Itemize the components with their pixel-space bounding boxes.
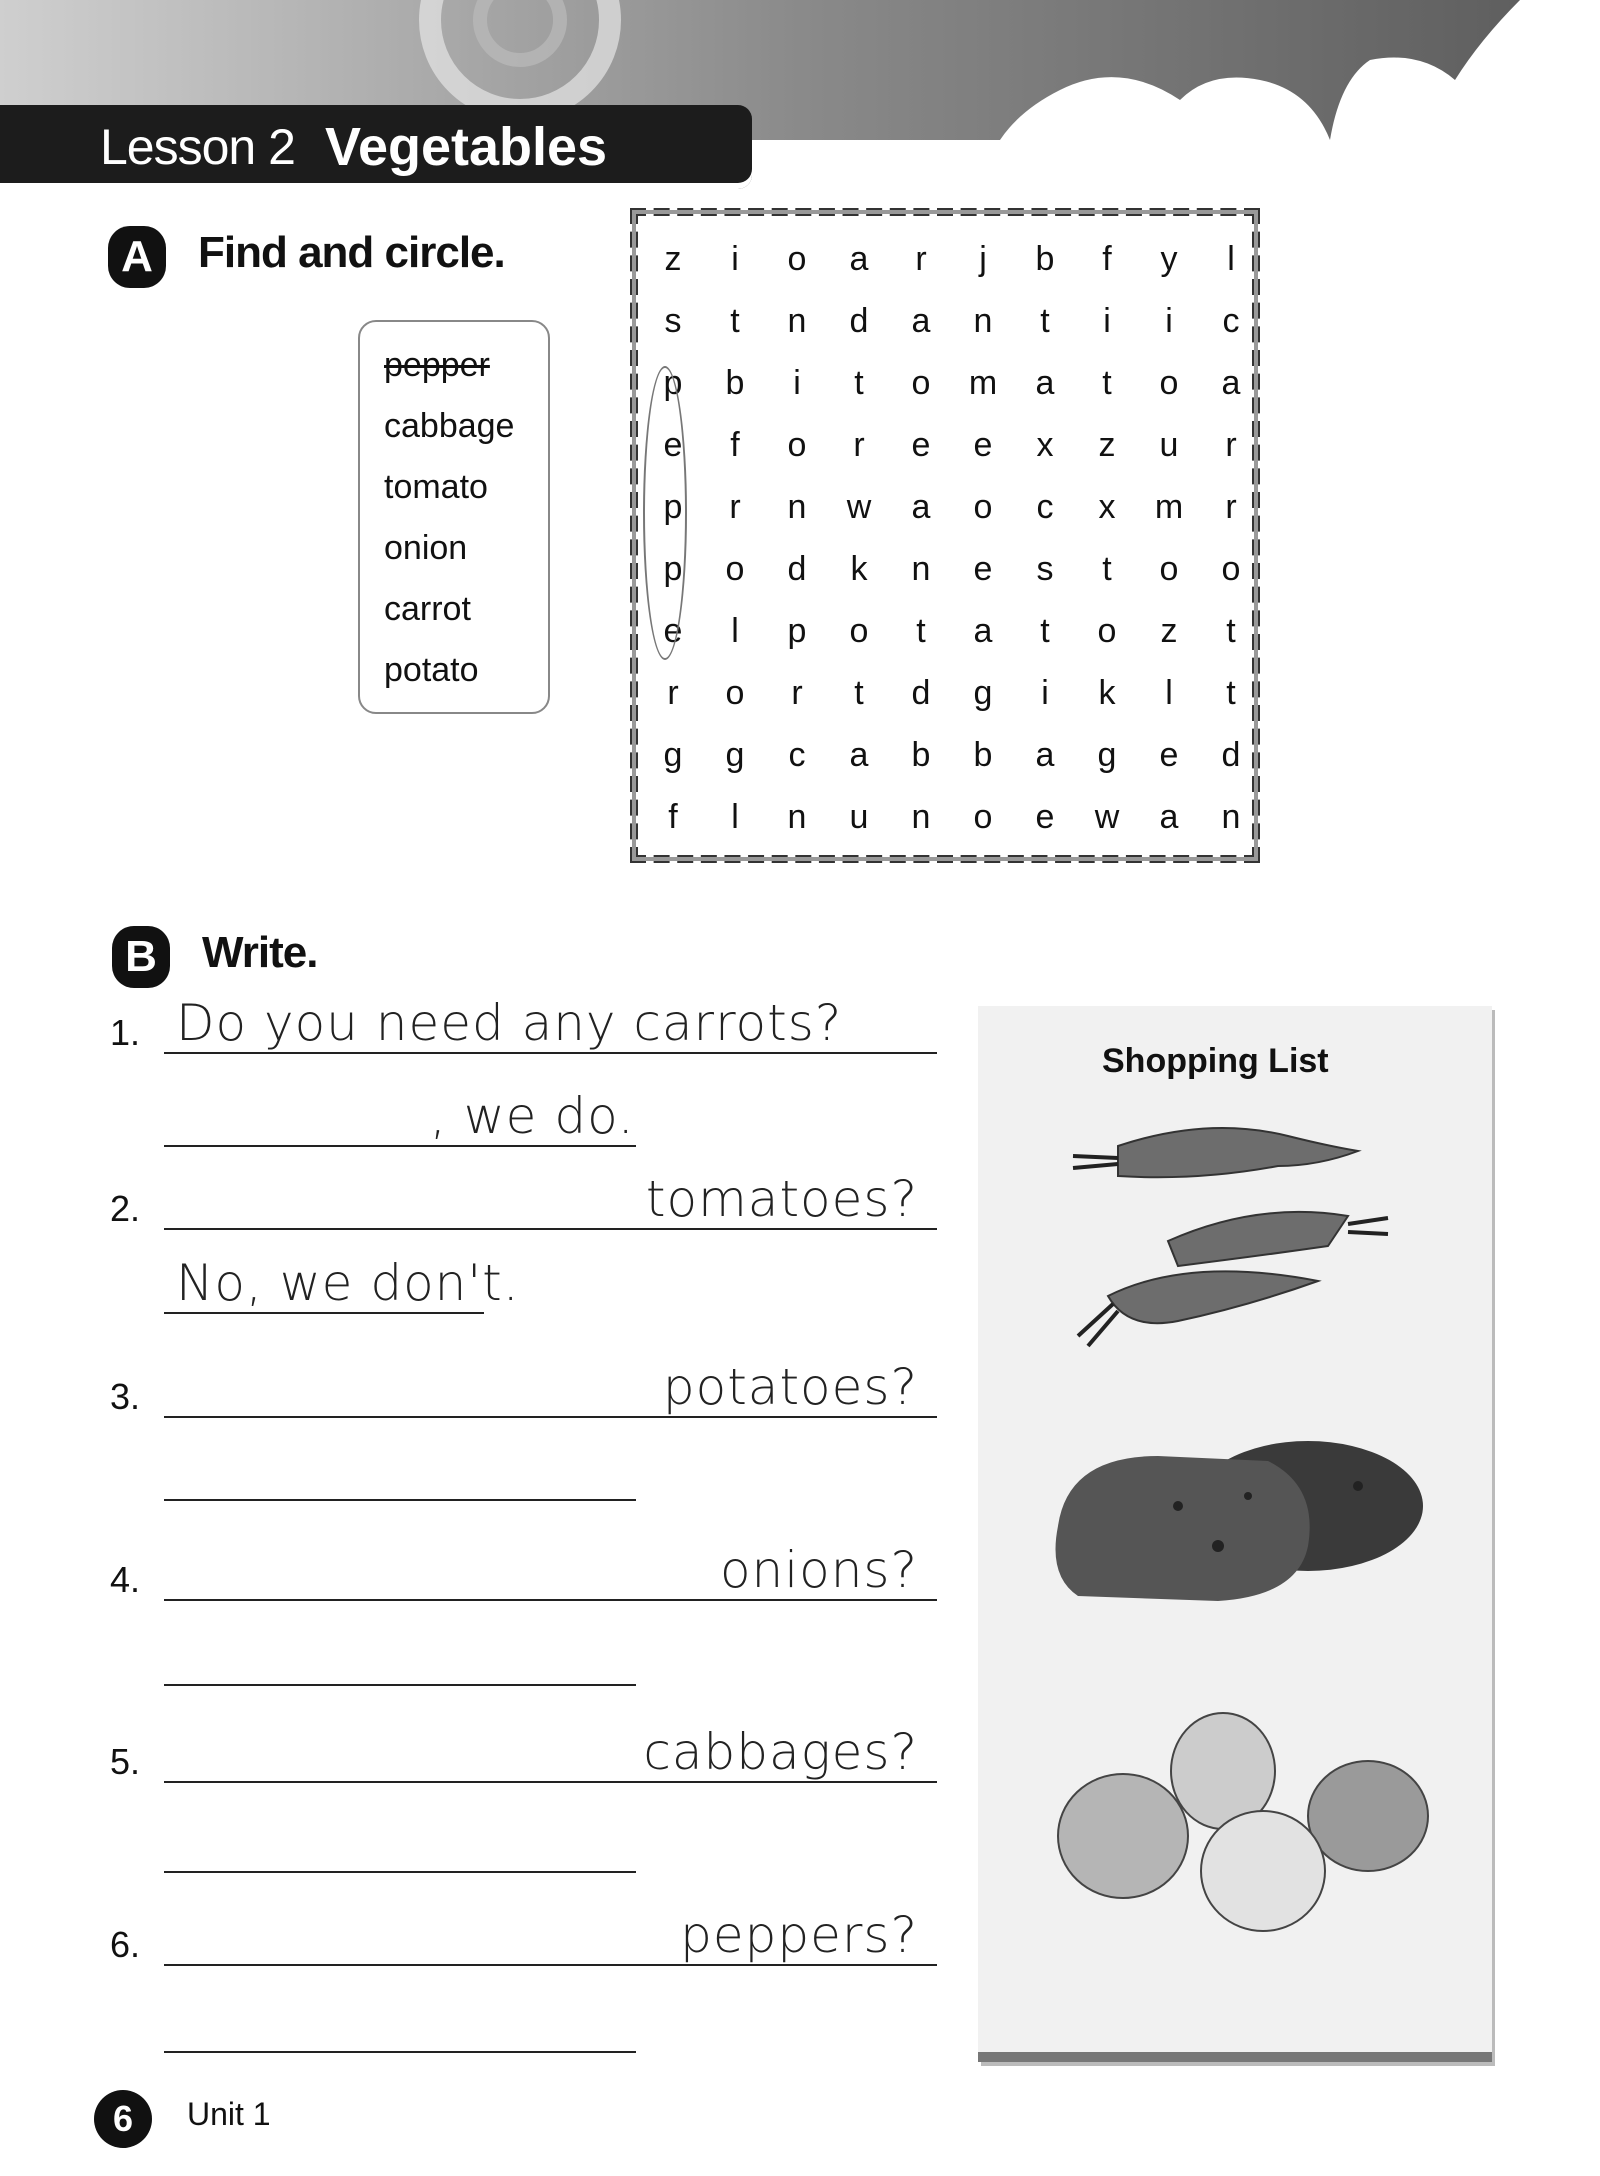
- word-bank-item: tomato: [384, 468, 488, 506]
- question-text: cabbages?: [643, 1723, 918, 1781]
- grid-letter[interactable]: o: [973, 488, 993, 526]
- grid-letter[interactable]: z: [1098, 426, 1116, 464]
- grid-letter[interactable]: r: [1225, 426, 1237, 464]
- grid-letter[interactable]: i: [1103, 302, 1111, 340]
- answer-line[interactable]: [164, 2051, 636, 2053]
- grid-letter[interactable]: t: [1040, 612, 1050, 650]
- grid-letter[interactable]: t: [1102, 550, 1112, 588]
- question-line[interactable]: [164, 1781, 937, 1783]
- grid-letter[interactable]: r: [667, 674, 679, 712]
- grid-letter[interactable]: s: [664, 302, 682, 340]
- grid-letter[interactable]: e: [1159, 736, 1179, 774]
- grid-letter[interactable]: a: [1035, 736, 1055, 774]
- grid-letter[interactable]: x: [1036, 426, 1054, 464]
- grid-letter[interactable]: o: [787, 426, 807, 464]
- grid-letter[interactable]: t: [1040, 302, 1050, 340]
- question-line[interactable]: [164, 1228, 937, 1230]
- grid-letter[interactable]: a: [849, 240, 869, 278]
- answer-line[interactable]: [164, 1871, 636, 1873]
- grid-letter[interactable]: o: [849, 612, 869, 650]
- grid-letter[interactable]: b: [725, 364, 745, 402]
- grid-letter[interactable]: e: [973, 426, 993, 464]
- question-line[interactable]: [164, 1599, 937, 1601]
- grid-letter[interactable]: i: [1041, 674, 1049, 712]
- grid-letter[interactable]: n: [973, 302, 993, 340]
- lesson-title: Vegetables: [324, 117, 608, 177]
- grid-letter[interactable]: n: [1221, 798, 1241, 836]
- grid-letter[interactable]: z: [664, 240, 682, 278]
- word-bank-item: carrot: [384, 590, 471, 628]
- grid-letter[interactable]: d: [849, 302, 869, 340]
- carrots-image: [1058, 1106, 1398, 1366]
- grid-letter[interactable]: t: [1102, 364, 1112, 402]
- grid-letter[interactable]: c: [788, 736, 806, 774]
- section-b-badge: B: [112, 926, 170, 988]
- grid-letter[interactable]: o: [787, 240, 807, 278]
- grid-letter[interactable]: e: [1035, 798, 1055, 836]
- grid-letter[interactable]: n: [911, 798, 931, 836]
- grid-letter[interactable]: r: [853, 426, 865, 464]
- grid-letter[interactable]: r: [915, 240, 927, 278]
- shopping-list-panel: [978, 1006, 1492, 2062]
- question-text: Do you need any carrots?: [176, 994, 843, 1052]
- question-line[interactable]: [164, 1416, 937, 1418]
- lesson-number: Lesson 2: [100, 119, 295, 175]
- item-number: 6.: [110, 1924, 141, 1965]
- word-bank-item: onion: [384, 529, 468, 567]
- grid-letter[interactable]: o: [973, 798, 993, 836]
- grid-letter[interactable]: w: [1094, 798, 1120, 836]
- grid-letter[interactable]: t: [854, 364, 864, 402]
- grid-letter[interactable]: a: [973, 612, 993, 650]
- grid-letter[interactable]: k: [850, 550, 868, 588]
- grid-letter[interactable]: c: [1036, 488, 1054, 526]
- grid-letter[interactable]: p: [663, 488, 683, 526]
- word-bank-item: pepper: [384, 346, 490, 384]
- grid-letter[interactable]: f: [1102, 240, 1112, 278]
- unit-label: Unit 1: [187, 2096, 271, 2132]
- grid-letter[interactable]: j: [979, 240, 987, 278]
- grid-letter[interactable]: b: [973, 736, 993, 774]
- grid-letter[interactable]: b: [1035, 240, 1055, 278]
- grid-letter[interactable]: o: [911, 364, 931, 402]
- grid-letter[interactable]: n: [787, 302, 807, 340]
- grid-letter[interactable]: e: [973, 550, 993, 588]
- grid-letter[interactable]: l: [731, 798, 739, 836]
- grid-letter[interactable]: i: [731, 240, 739, 278]
- section-a-badge: A: [108, 226, 166, 288]
- word-search-grid[interactable]: [630, 208, 1260, 863]
- word-bank-item: cabbage: [384, 407, 515, 445]
- grid-letter[interactable]: p: [787, 612, 807, 650]
- answer-line[interactable]: [164, 1499, 636, 1501]
- question-text: peppers?: [680, 1906, 918, 1964]
- grid-letter[interactable]: n: [787, 798, 807, 836]
- answer-line[interactable]: [164, 1145, 636, 1147]
- page-number: 6: [94, 2090, 152, 2148]
- answer-text: , we do.: [430, 1087, 635, 1145]
- question-line[interactable]: [164, 1964, 937, 1966]
- answer-text: No, we don't.: [176, 1254, 520, 1312]
- grid-letter[interactable]: n: [911, 550, 931, 588]
- grid-letter[interactable]: r: [791, 674, 803, 712]
- question-text: onions?: [719, 1541, 918, 1599]
- grid-letter[interactable]: l: [1165, 674, 1173, 712]
- grid-letter[interactable]: r: [1225, 488, 1237, 526]
- item-number: 2.: [110, 1188, 141, 1229]
- section-b-instruction: Write.: [202, 928, 318, 977]
- grid-letter[interactable]: f: [668, 798, 678, 836]
- section-a-instruction: Find and circle.: [198, 228, 505, 277]
- shopping-list-title: Shopping List: [1102, 1042, 1329, 1080]
- grid-letter[interactable]: o: [725, 550, 745, 588]
- grid-letter[interactable]: a: [911, 302, 931, 340]
- grid-letter[interactable]: g: [973, 674, 993, 712]
- grid-letter[interactable]: m: [968, 364, 998, 402]
- grid-letter[interactable]: z: [1160, 612, 1178, 650]
- grid-letter[interactable]: e: [663, 612, 683, 650]
- grid-letter[interactable]: i: [793, 364, 801, 402]
- grid-letter[interactable]: e: [663, 426, 683, 464]
- question-line[interactable]: [164, 1052, 937, 1054]
- grid-letter[interactable]: a: [1035, 364, 1055, 402]
- grid-letter[interactable]: g: [725, 736, 745, 774]
- grid-letter[interactable]: a: [1221, 364, 1241, 402]
- grid-letter[interactable]: p: [663, 364, 683, 402]
- grid-letter[interactable]: o: [1159, 550, 1179, 588]
- answer-line[interactable]: [164, 1684, 636, 1686]
- grid-letter[interactable]: d: [787, 550, 807, 588]
- grid-letter[interactable]: g: [1097, 736, 1117, 774]
- grid-letter[interactable]: l: [1227, 240, 1235, 278]
- grid-letter[interactable]: a: [849, 736, 869, 774]
- grid-letter[interactable]: u: [849, 798, 869, 836]
- item-number: 4.: [110, 1559, 141, 1600]
- question-text: potatoes?: [662, 1358, 918, 1416]
- grid-letter[interactable]: d: [1221, 736, 1241, 774]
- grid-letter[interactable]: s: [1036, 550, 1054, 588]
- grid-letter[interactable]: t: [916, 612, 926, 650]
- grid-letter[interactable]: g: [663, 736, 683, 774]
- answer-line[interactable]: [164, 1312, 484, 1314]
- grid-letter[interactable]: r: [729, 488, 741, 526]
- grid-letter[interactable]: m: [1154, 488, 1184, 526]
- grid-letter[interactable]: k: [1098, 674, 1116, 712]
- grid-letter[interactable]: b: [911, 736, 931, 774]
- grid-letter[interactable]: t: [1226, 612, 1236, 650]
- grid-letter[interactable]: a: [911, 488, 931, 526]
- word-bank: [358, 320, 550, 714]
- item-number: 3.: [110, 1376, 141, 1417]
- grid-letter[interactable]: o: [1097, 612, 1117, 650]
- grid-letter[interactable]: i: [1165, 302, 1173, 340]
- onions-image: [1038, 1686, 1458, 1946]
- grid-letter[interactable]: d: [911, 674, 931, 712]
- grid-letter[interactable]: l: [731, 612, 739, 650]
- grid-letter[interactable]: c: [1222, 302, 1240, 340]
- grid-letter[interactable]: u: [1159, 426, 1179, 464]
- word-bank-item: potato: [384, 651, 479, 689]
- potatoes-image: [1038, 1426, 1458, 1626]
- lesson-title-bar: [0, 105, 752, 189]
- grid-letter[interactable]: o: [1221, 550, 1241, 588]
- grid-letter[interactable]: a: [1159, 798, 1179, 836]
- item-number: 5.: [110, 1741, 141, 1782]
- grid-letter[interactable]: y: [1160, 240, 1178, 278]
- grid-letter[interactable]: x: [1098, 488, 1116, 526]
- grid-letter[interactable]: p: [663, 550, 683, 588]
- grid-letter[interactable]: n: [787, 488, 807, 526]
- grid-letter[interactable]: t: [1226, 674, 1236, 712]
- grid-letter[interactable]: o: [1159, 364, 1179, 402]
- grid-letter[interactable]: f: [730, 426, 740, 464]
- found-word-circle: [643, 366, 687, 660]
- question-text: tomatoes?: [645, 1170, 918, 1228]
- grid-letter[interactable]: e: [911, 426, 931, 464]
- grid-letter[interactable]: t: [854, 674, 864, 712]
- grid-letter[interactable]: o: [725, 674, 745, 712]
- grid-letter[interactable]: t: [730, 302, 740, 340]
- item-number: 1.: [110, 1012, 141, 1053]
- grid-letter[interactable]: w: [846, 488, 872, 526]
